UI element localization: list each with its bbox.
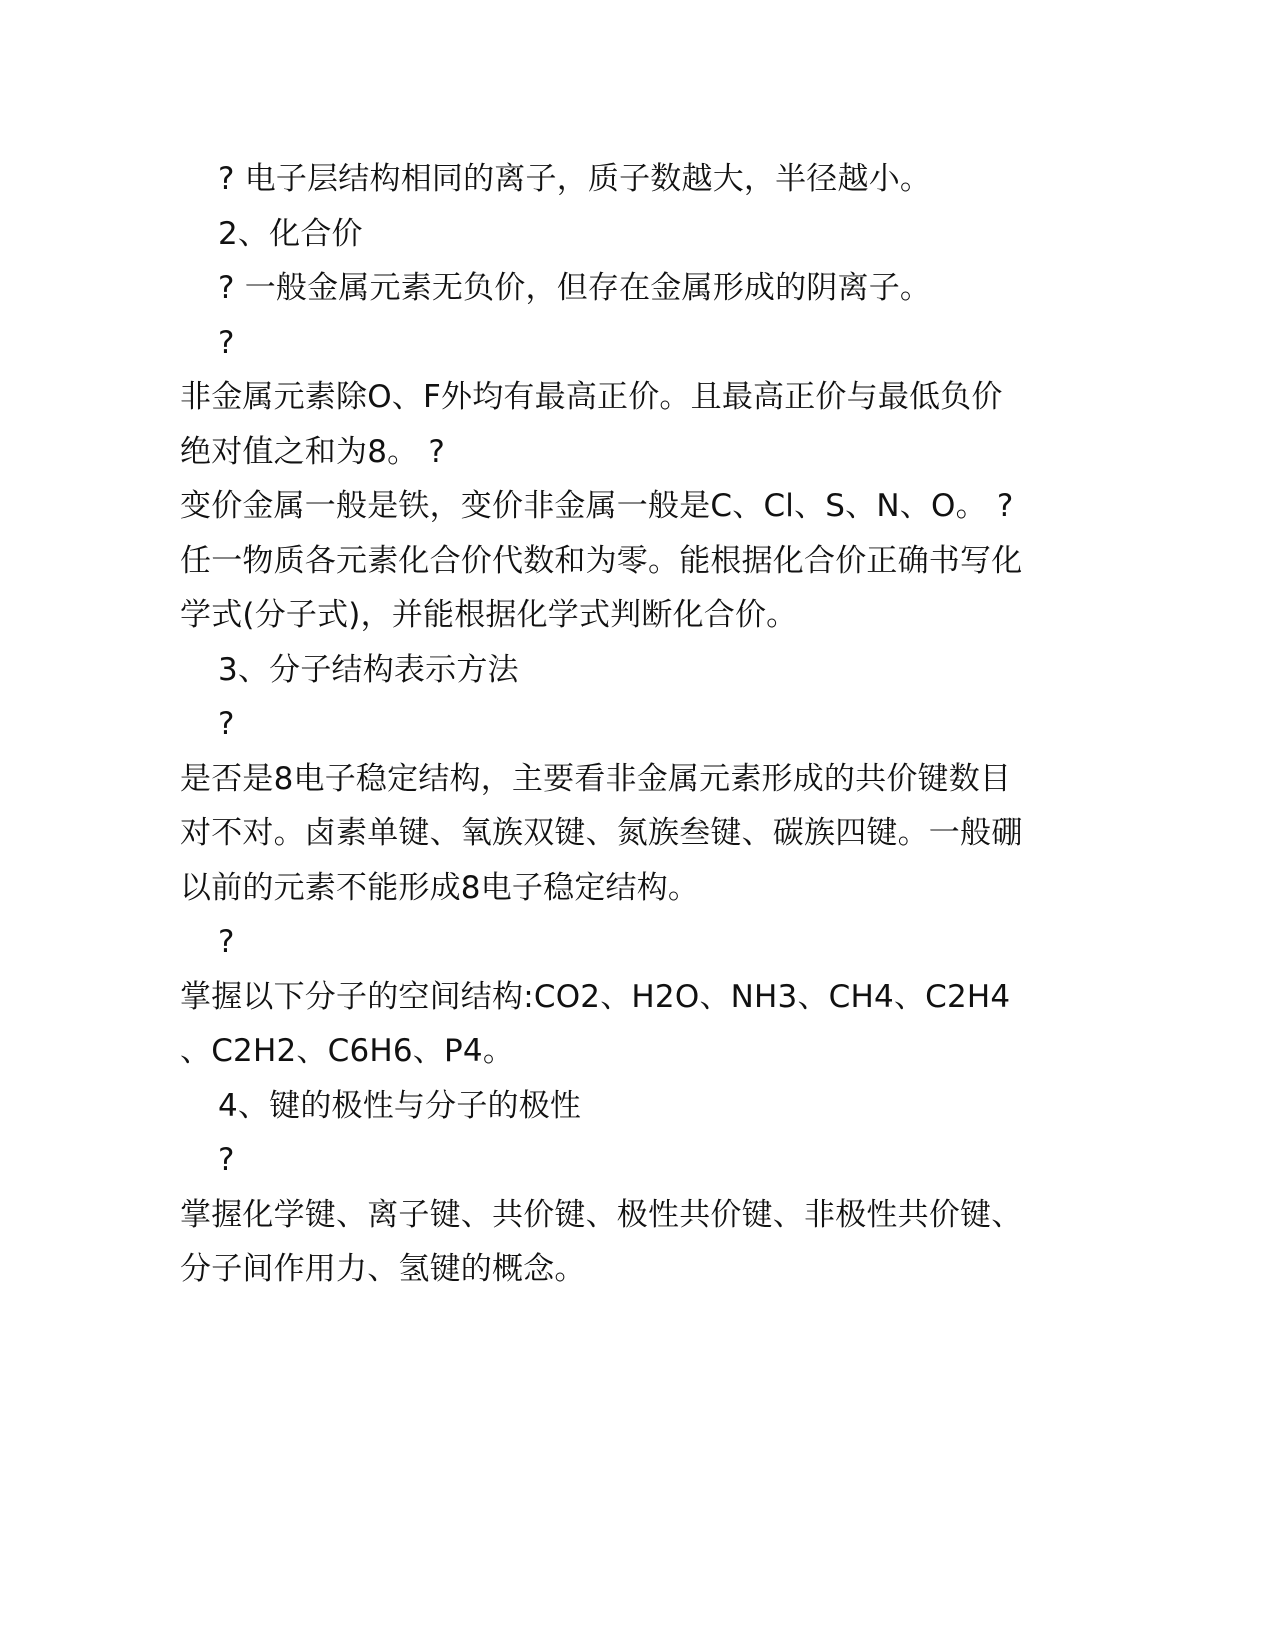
text-line: 、C2H2、C6H6、P4。 <box>180 1033 515 1069</box>
bullet-marker: ? <box>218 706 235 742</box>
text-line: 以前的元素不能形成8电子稳定结构。 <box>180 869 700 906</box>
text-line: 对不对。卤素单键、氧族双键、氮族叁键、碳族四键。一般硼 <box>180 815 1023 851</box>
bullet-marker: ? <box>218 1142 235 1178</box>
text-line: 是否是8电子稳定结构，主要看非金属元素形成的共价键数目 <box>180 760 1012 797</box>
section-heading: 2、化合价 <box>218 215 363 252</box>
section-heading: 3、分子结构表示方法 <box>218 651 519 688</box>
bullet-marker: ? <box>218 924 235 960</box>
text-line: 变价金属一般是铁，变价非金属一般是C、Cl、S、N、O。 ? <box>180 488 1014 524</box>
document-body <box>180 152 1060 1297</box>
text-line: ? 电子层结构相同的离子，质子数越大，半径越小。 <box>218 161 932 197</box>
text-line: 非金属元素除O、F外均有最高正价。且最高正价与最低负价 <box>180 379 1003 415</box>
text-line: ? 一般金属元素无负价，但存在金属形成的阴离子。 <box>218 270 932 306</box>
bullet-marker: ? <box>218 324 235 361</box>
text-line: 掌握化学键、离子键、共价键、极性共价键、非极性共价键、 <box>180 1196 1023 1233</box>
text-line: 掌握以下分子的空间结构:CO2、H2O、NH3、CH4、C2H4 <box>180 978 1011 1015</box>
text-line: 分子间作用力、氢键的概念。 <box>180 1251 586 1287</box>
text-line: 绝对值之和为8。 ? <box>180 433 446 470</box>
section-heading: 4、键的极性与分子的极性 <box>218 1087 582 1124</box>
text-line: 任一物质各元素化合价代数和为零。能根据化合价正确书写化 <box>180 542 1023 579</box>
text-line: 学式(分子式)，并能根据化学式判断化合价。 <box>180 597 798 633</box>
